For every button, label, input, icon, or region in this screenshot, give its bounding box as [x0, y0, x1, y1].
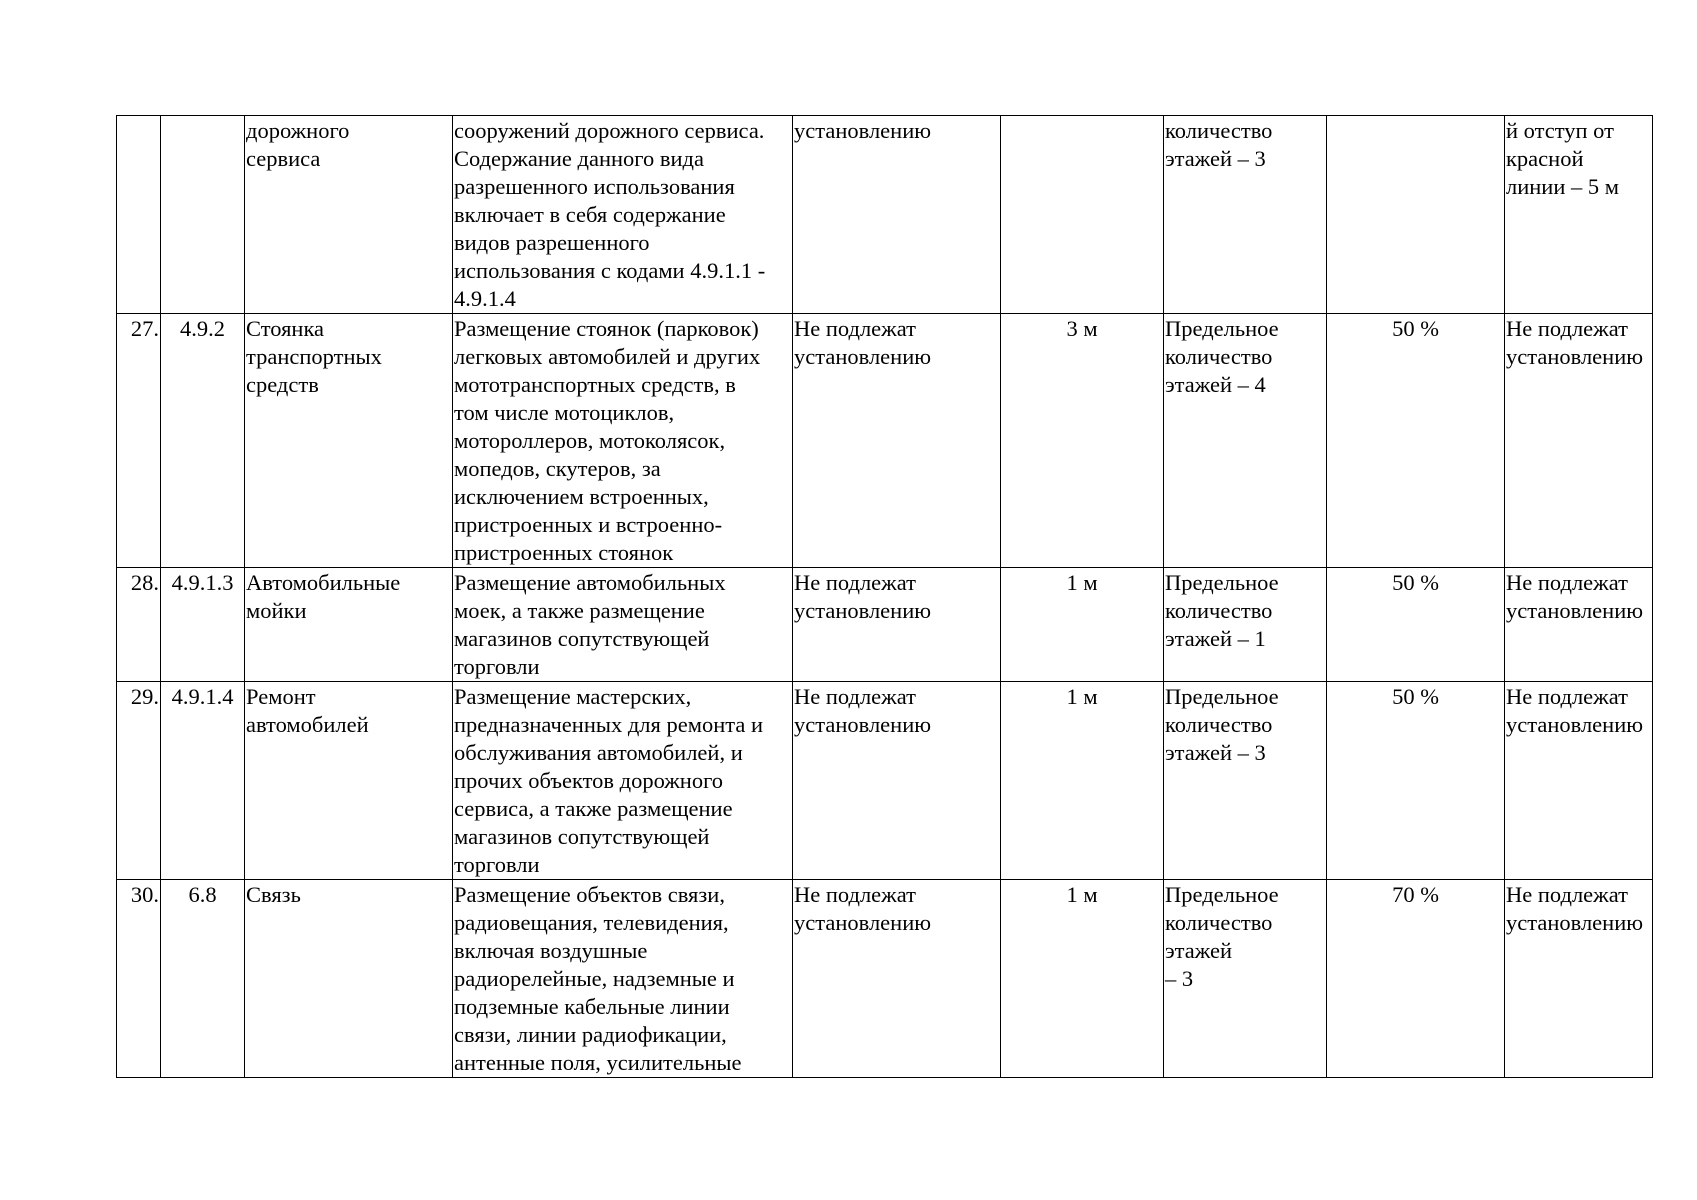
- use-name-cell: Стоянка транспортных средств: [245, 314, 453, 568]
- use-code-cell: 4.9.2: [161, 314, 245, 568]
- use-code-cell: 4.9.1.3: [161, 568, 245, 682]
- table-row: [117, 314, 1653, 568]
- coverage-cell: 50 %: [1327, 682, 1505, 880]
- plot-size-cell: Не подлежат установлению: [793, 314, 1001, 568]
- use-name-cell: Ремонт автомобилей: [245, 682, 453, 880]
- row-number-cell: 29.: [117, 682, 161, 880]
- row-number-cell: 27.: [117, 314, 161, 568]
- coverage-cell: 50 %: [1327, 568, 1505, 682]
- use-description-cell: Размещение мастерских, предназначенных для ремонта и обслуживания автомобилей, и прочих объектов дорожного сервиса, а также размещение магазинов сопутствующей торговли: [453, 682, 793, 880]
- row-number-cell: [117, 116, 161, 314]
- floors-cell: Предельное количество этажей – 4: [1164, 314, 1327, 568]
- use-code-cell: 6.8: [161, 880, 245, 1078]
- land-use-regulations-table: [116, 115, 1653, 1078]
- table-row: [117, 568, 1653, 682]
- table-row-continuation: [117, 116, 1653, 314]
- floors-cell: Предельное количество этажей – 3: [1164, 682, 1327, 880]
- plot-size-cell: Не подлежат установлению: [793, 682, 1001, 880]
- floors-cell: количество этажей – 3: [1164, 116, 1327, 314]
- plot-size-cell: установлению: [793, 116, 1001, 314]
- use-description-cell: Размещение объектов связи, радиовещания, телевидения, включая воздушные радиорелейные, надземные и подземные кабельные линии связи, линии радиофикации, антенные поля, усилительные: [453, 880, 793, 1078]
- setback-cell: 1 м: [1001, 880, 1164, 1078]
- floors-cell: Предельное количество этажей – 3: [1164, 880, 1327, 1078]
- table-row: [117, 682, 1653, 880]
- use-name-cell: Связь: [245, 880, 453, 1078]
- use-description-cell: сооружений дорожного сервиса. Содержание данного вида разрешенного использования включает в себя содержание видов разрешенного использования с кодами 4.9.1.1 - 4.9.1.4: [453, 116, 793, 314]
- row-number-cell: 28.: [117, 568, 161, 682]
- floors-cell: Предельное количество этажей – 1: [1164, 568, 1327, 682]
- use-description-cell: Размещение автомобильных моек, а также размещение магазинов сопутствующей торговли: [453, 568, 793, 682]
- coverage-cell: [1327, 116, 1505, 314]
- coverage-cell: 70 %: [1327, 880, 1505, 1078]
- coverage-cell: 50 %: [1327, 314, 1505, 568]
- setback-cell: 1 м: [1001, 682, 1164, 880]
- setback-cell: 1 м: [1001, 568, 1164, 682]
- table-row: [117, 880, 1653, 1078]
- row-number-cell: 30.: [117, 880, 161, 1078]
- use-code-cell: [161, 116, 245, 314]
- use-name-cell: Автомобильные мойки: [245, 568, 453, 682]
- plot-size-cell: Не подлежат установлению: [793, 880, 1001, 1078]
- other-params-cell: Не подлежат установлению: [1505, 568, 1653, 682]
- other-params-cell: Не подлежат установлению: [1505, 314, 1653, 568]
- other-params-cell: й отступ от красной линии – 5 м: [1505, 116, 1653, 314]
- plot-size-cell: Не подлежат установлению: [793, 568, 1001, 682]
- other-params-cell: Не подлежат установлению: [1505, 880, 1653, 1078]
- use-name-cell: дорожного сервиса: [245, 116, 453, 314]
- setback-cell: 3 м: [1001, 314, 1164, 568]
- setback-cell: [1001, 116, 1164, 314]
- use-description-cell: Размещение стоянок (парковок) легковых автомобилей и других мототранспортных средств, в том числе мотоциклов, мотороллеров, мотоколясок, мопедов, скутеров, за исключением встроенных, пристроенных и встроенно- пристроенных стоянок: [453, 314, 793, 568]
- other-params-cell: Не подлежат установлению: [1505, 682, 1653, 880]
- use-code-cell: 4.9.1.4: [161, 682, 245, 880]
